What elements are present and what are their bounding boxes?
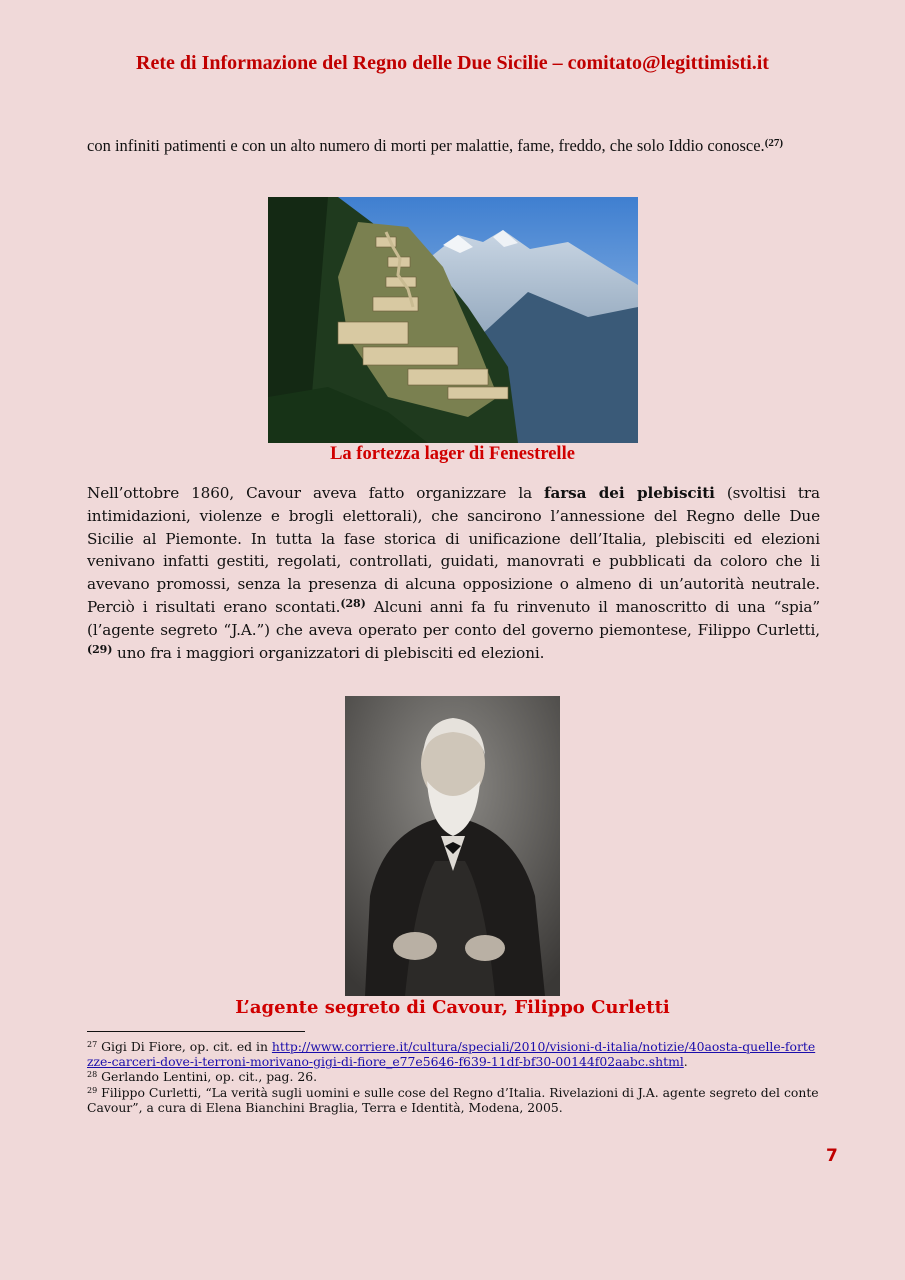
curletti-portrait-photo <box>345 696 560 996</box>
footnotes <box>87 1039 820 1115</box>
figure1-caption: La fortezza lager di Fenestrelle <box>330 444 575 464</box>
footnote-27 <box>87 1039 820 1069</box>
main-text-3: Alcuni anni fa fu rinvenuto il manoscritto di una “spia” (l’agente segreto “J.A.”) che aveva operato per conto del governo piemontese, Filippo Curletti, <box>87 597 820 639</box>
footnote-text: Filippo Curletti, “La verità sugli uomini e sulle cose del Regno d’Italia. Rivelazioni di J.A. agente segreto del conte Cavour”, a cura di Elena Bianchini Braglia, Terra e Identità, Modena, 2005. <box>87 1084 819 1115</box>
intro-paragraph <box>87 135 820 156</box>
footnote-link[interactable]: http://www.corriere.it/cultura/speciali/2010/visioni-d-italia/notizie/40aosta-quelle-fortezze-carceri-dove-i-terroni-morivano-gigi-di-fiore_e77e5646-f639-11df-bf30-00144f02aabc.shtml <box>87 1039 816 1070</box>
footnote-ref-28[interactable]: (28) <box>340 596 366 610</box>
footnote-29 <box>87 1085 820 1115</box>
footnote-text-end: . <box>683 1054 688 1070</box>
footnote-number: 29 <box>87 1085 98 1095</box>
footnote-ref-27[interactable]: (27) <box>764 137 784 149</box>
main-text-1: Nell’ottobre 1860, Cavour aveva fatto organizzare la <box>87 484 545 502</box>
main-text-2: (svoltisi tra intimidazioni, violenze e brogli elettorali), che sancirono l’annessione del Regno delle Due Sicilie al Piemonte. In tutta la fase storica di unificazione dell’Italia, plebisciti ed elezioni venivano infatti gestiti, regolati, controllati, guidati, manovrati e pubblicati da coloro che li avevano promossi, senza la presenza di alcuna opposizione o almeno di un’autorità neutrale. Perciò i risultati erano scontati. <box>87 484 820 616</box>
footnote-number: 27 <box>87 1040 98 1049</box>
main-bold-phrase: farsa dei plebisciti <box>544 484 715 502</box>
figure2-caption: L’agente segreto di Cavour, Filippo Curletti <box>235 997 670 1018</box>
footnote-separator <box>87 1031 305 1032</box>
fenestrelle-fortress-photo <box>268 197 638 443</box>
footnote-number: 28 <box>87 1070 98 1080</box>
footnote-28 <box>87 1069 820 1084</box>
footnote-ref-29[interactable]: (29) <box>87 642 113 656</box>
main-paragraph <box>87 482 820 664</box>
intro-text: con infiniti patimenti e con un alto numero di morti per malattie, fame, freddo, che solo Iddio conosce. <box>87 136 765 155</box>
footnote-text: Gerlando Lentini, op. cit., pag. 26. <box>97 1069 318 1085</box>
page-header: Rete di Informazione del Regno delle Due Sicilie – comitato@legittimisti.it <box>136 52 769 74</box>
page-number: 7 <box>826 1146 838 1166</box>
footnote-text: Gigi Di Fiore, op. cit. ed in <box>97 1039 272 1054</box>
main-text-4: uno fra i maggiori organizzatori di plebisciti ed elezioni. <box>112 643 545 662</box>
